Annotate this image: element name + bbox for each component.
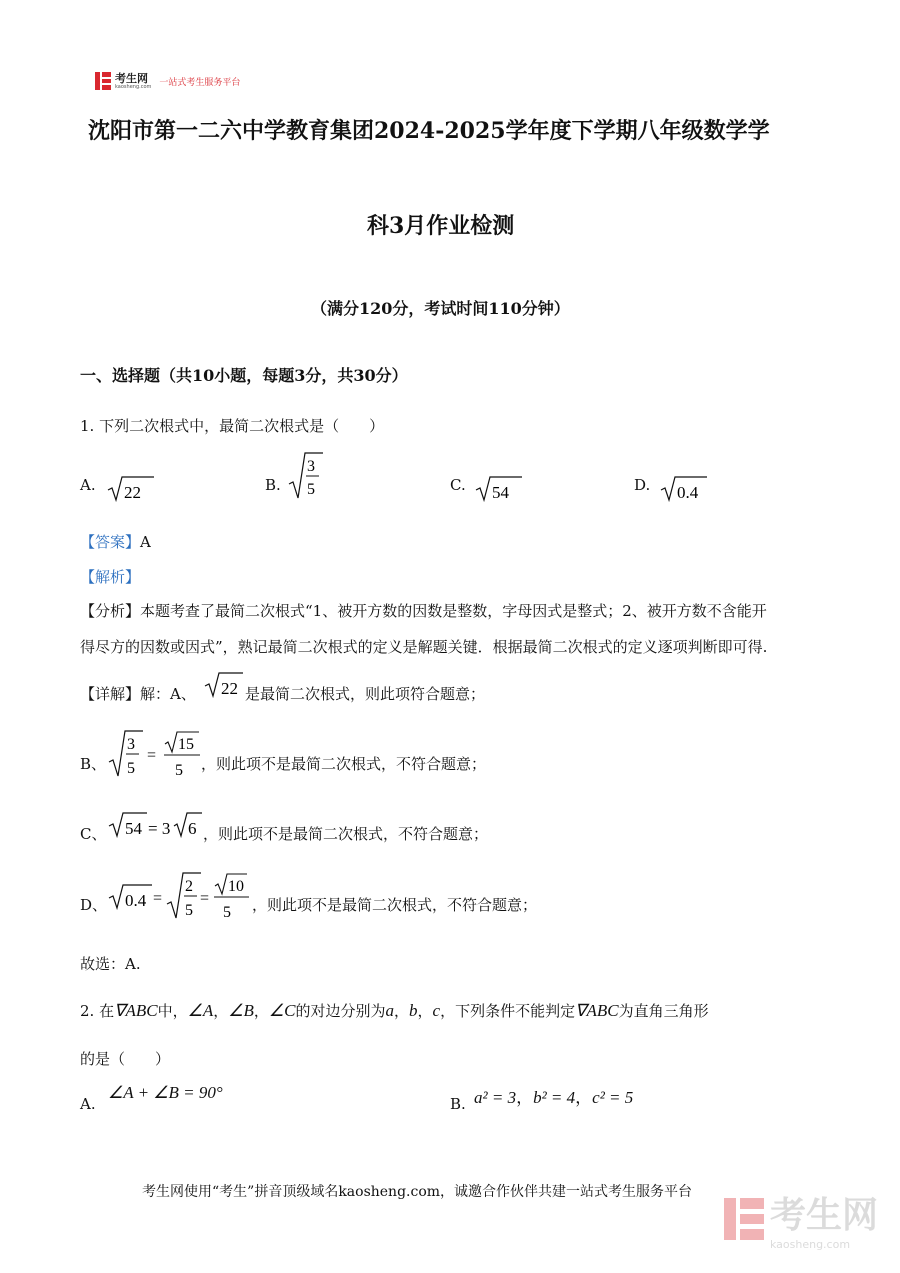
q2-sep: ，: [213, 1002, 229, 1020]
page-title-line1: 沈阳市第一二六中学教育集团2024-2025学年度下学期八年级数学学: [88, 118, 770, 144]
logo-slogan: 一站式考生服务平台: [159, 77, 241, 88]
q2-side-b: b: [409, 1001, 418, 1020]
detail-b-rden: 5: [175, 762, 183, 779]
q1-option-b-math: [287, 450, 327, 502]
q2-stem-line2: 的是（ ）: [80, 1050, 171, 1068]
fenxi-text1: 本题考查了最简二次根式“1、被开方数的因数是整数，字母因式是整式；2、被开方数不含能开: [140, 602, 767, 620]
detail-d-eq2: =: [200, 890, 210, 907]
fenxi-tag: 【分析】: [80, 602, 141, 620]
q1-option-b-label: B.: [265, 476, 281, 494]
q2-option-b-expr: [474, 1083, 633, 1108]
detail-d-eq1: =: [153, 890, 163, 907]
q1-answer: [80, 533, 151, 553]
detail-a-math: [203, 670, 245, 700]
q2-stem-part3: 的对边分别为: [295, 1002, 386, 1020]
fenxi-line2: 得尽方的因数或因式”，熟记最简二次根式的定义是解题关键．根据最简二次根式的定义逐项判断即可得.: [80, 638, 768, 656]
detail-d-radicand: 0.4: [125, 891, 147, 910]
detail-d-num: 2: [185, 878, 193, 895]
watermark-logo-icon: [724, 1198, 764, 1240]
detail-b-text: ，则此项不是最简二次根式，不符合题意；: [201, 755, 487, 773]
detail-d-rden: 5: [223, 904, 231, 921]
q2-sep: ，: [417, 1002, 433, 1020]
q1-conclusion: 故选：A.: [80, 955, 141, 973]
detail-c-text: ，则此项不是最简二次根式，不符合题意；: [203, 825, 489, 843]
q1-option-c-label: C.: [450, 476, 466, 494]
detail-a-text: 是最简二次根式，则此项符合题意；: [245, 685, 486, 703]
q2-side-c: c: [432, 1001, 441, 1020]
fenxi-line1: [80, 602, 767, 622]
q2-angle-b: ∠B: [228, 1001, 254, 1020]
answer-tag: 【答案】: [80, 533, 141, 551]
analysis-tag: 【解析】: [80, 568, 141, 586]
q1-option-a-label: A.: [80, 476, 96, 494]
detail-c-radicand: 54: [125, 819, 142, 838]
q2-stem-part4: ，下列条件不能判定: [440, 1002, 576, 1020]
q2-b-expr3: c² = 5: [592, 1088, 634, 1107]
q2-b-expr2: b² = 4: [533, 1088, 576, 1107]
q2-stem-part5: 为直角三角形: [618, 1002, 709, 1020]
logo-mark-icon: [95, 72, 111, 90]
q2-angle-a: ∠A: [187, 1001, 214, 1020]
detail-b-math: [107, 728, 202, 782]
page-title-line2: 科3月作业检测: [367, 213, 515, 239]
q2-angle-c: ∠C: [268, 1001, 296, 1020]
q2-stem-part2: 中，: [157, 1002, 188, 1020]
q1-option-d-label: D.: [634, 476, 651, 494]
detail-c-radicand2: 6: [188, 819, 197, 838]
q2-option-a-label: A.: [80, 1095, 96, 1113]
logo-domain: kaosheng.com: [115, 83, 152, 90]
detail-c-prefix: C、: [80, 825, 107, 843]
exam-meta: （满分120分，考试时间110分钟）: [311, 299, 570, 318]
q2-triangle: ∇ABC: [114, 1001, 158, 1020]
watermark-domain: kaosheng.com: [769, 1238, 851, 1251]
q2-b-expr1: a² = 3: [474, 1088, 517, 1107]
q2-option-a-expr: ∠A + ∠B = 90°: [108, 1083, 223, 1102]
q2-stem: [80, 1000, 709, 1022]
q1-option-a-radicand: 22: [124, 483, 141, 502]
q1-option-c-radicand: 54: [492, 483, 509, 502]
header-logo: [95, 72, 240, 90]
detail-a-radicand: 22: [221, 679, 238, 698]
detail-tag: 【详解】: [80, 685, 141, 703]
detail-c-eq: = 3: [148, 819, 171, 838]
q2-sep: ，: [575, 1088, 593, 1107]
watermark-name: 考生网: [769, 1195, 878, 1236]
q1-option-d-radicand: 0.4: [677, 483, 699, 502]
q2-side-a: a: [385, 1001, 394, 1020]
section-heading: 一、选择题（共10小题，每题3分，共30分）: [80, 366, 408, 385]
detail-d-math: [107, 868, 252, 924]
footer-text: 考生网使用“考生”拼音顶级域名kaosheng.com，诚邀合作伙伴共建一站式考生服务平台: [142, 1184, 693, 1200]
q1-option-b-den: 5: [307, 481, 315, 498]
q2-sep: ，: [393, 1002, 409, 1020]
watermark: [724, 1187, 878, 1251]
detail-d-den: 5: [185, 902, 193, 919]
detail-d-prefix: D、: [80, 896, 108, 914]
answer-value: A: [140, 533, 151, 551]
detail-d-rnum: 10: [228, 878, 244, 895]
logo-name: 考生网: [115, 71, 148, 85]
q2-option-b-label: B.: [450, 1095, 466, 1113]
detail-b-eq: =: [147, 747, 157, 764]
q2-stem-part1: 2. 在: [80, 1002, 115, 1020]
detail-b-rnum: 15: [178, 736, 194, 753]
q2-triangle: ∇ABC: [575, 1001, 619, 1020]
q1-option-c-math: [474, 474, 524, 504]
q1-stem: 1. 下列二次根式中，最简二次根式是（ ）: [80, 417, 385, 435]
q1-option-b-num: 3: [307, 458, 315, 475]
detail-a-prefix: [80, 685, 196, 705]
detail-c-math: [107, 810, 207, 840]
q1-option-a-math: [106, 474, 156, 504]
q1-option-d-math: [659, 474, 709, 504]
q2-sep: ，: [516, 1088, 534, 1107]
detail-a-label: 解：A、: [140, 685, 196, 703]
detail-d-text: ，则此项不是最简二次根式，不符合题意；: [252, 896, 538, 914]
detail-b-prefix: B、: [80, 755, 107, 773]
detail-b-num: 3: [127, 736, 135, 753]
detail-b-den: 5: [127, 760, 135, 777]
q2-sep: ，: [253, 1002, 269, 1020]
